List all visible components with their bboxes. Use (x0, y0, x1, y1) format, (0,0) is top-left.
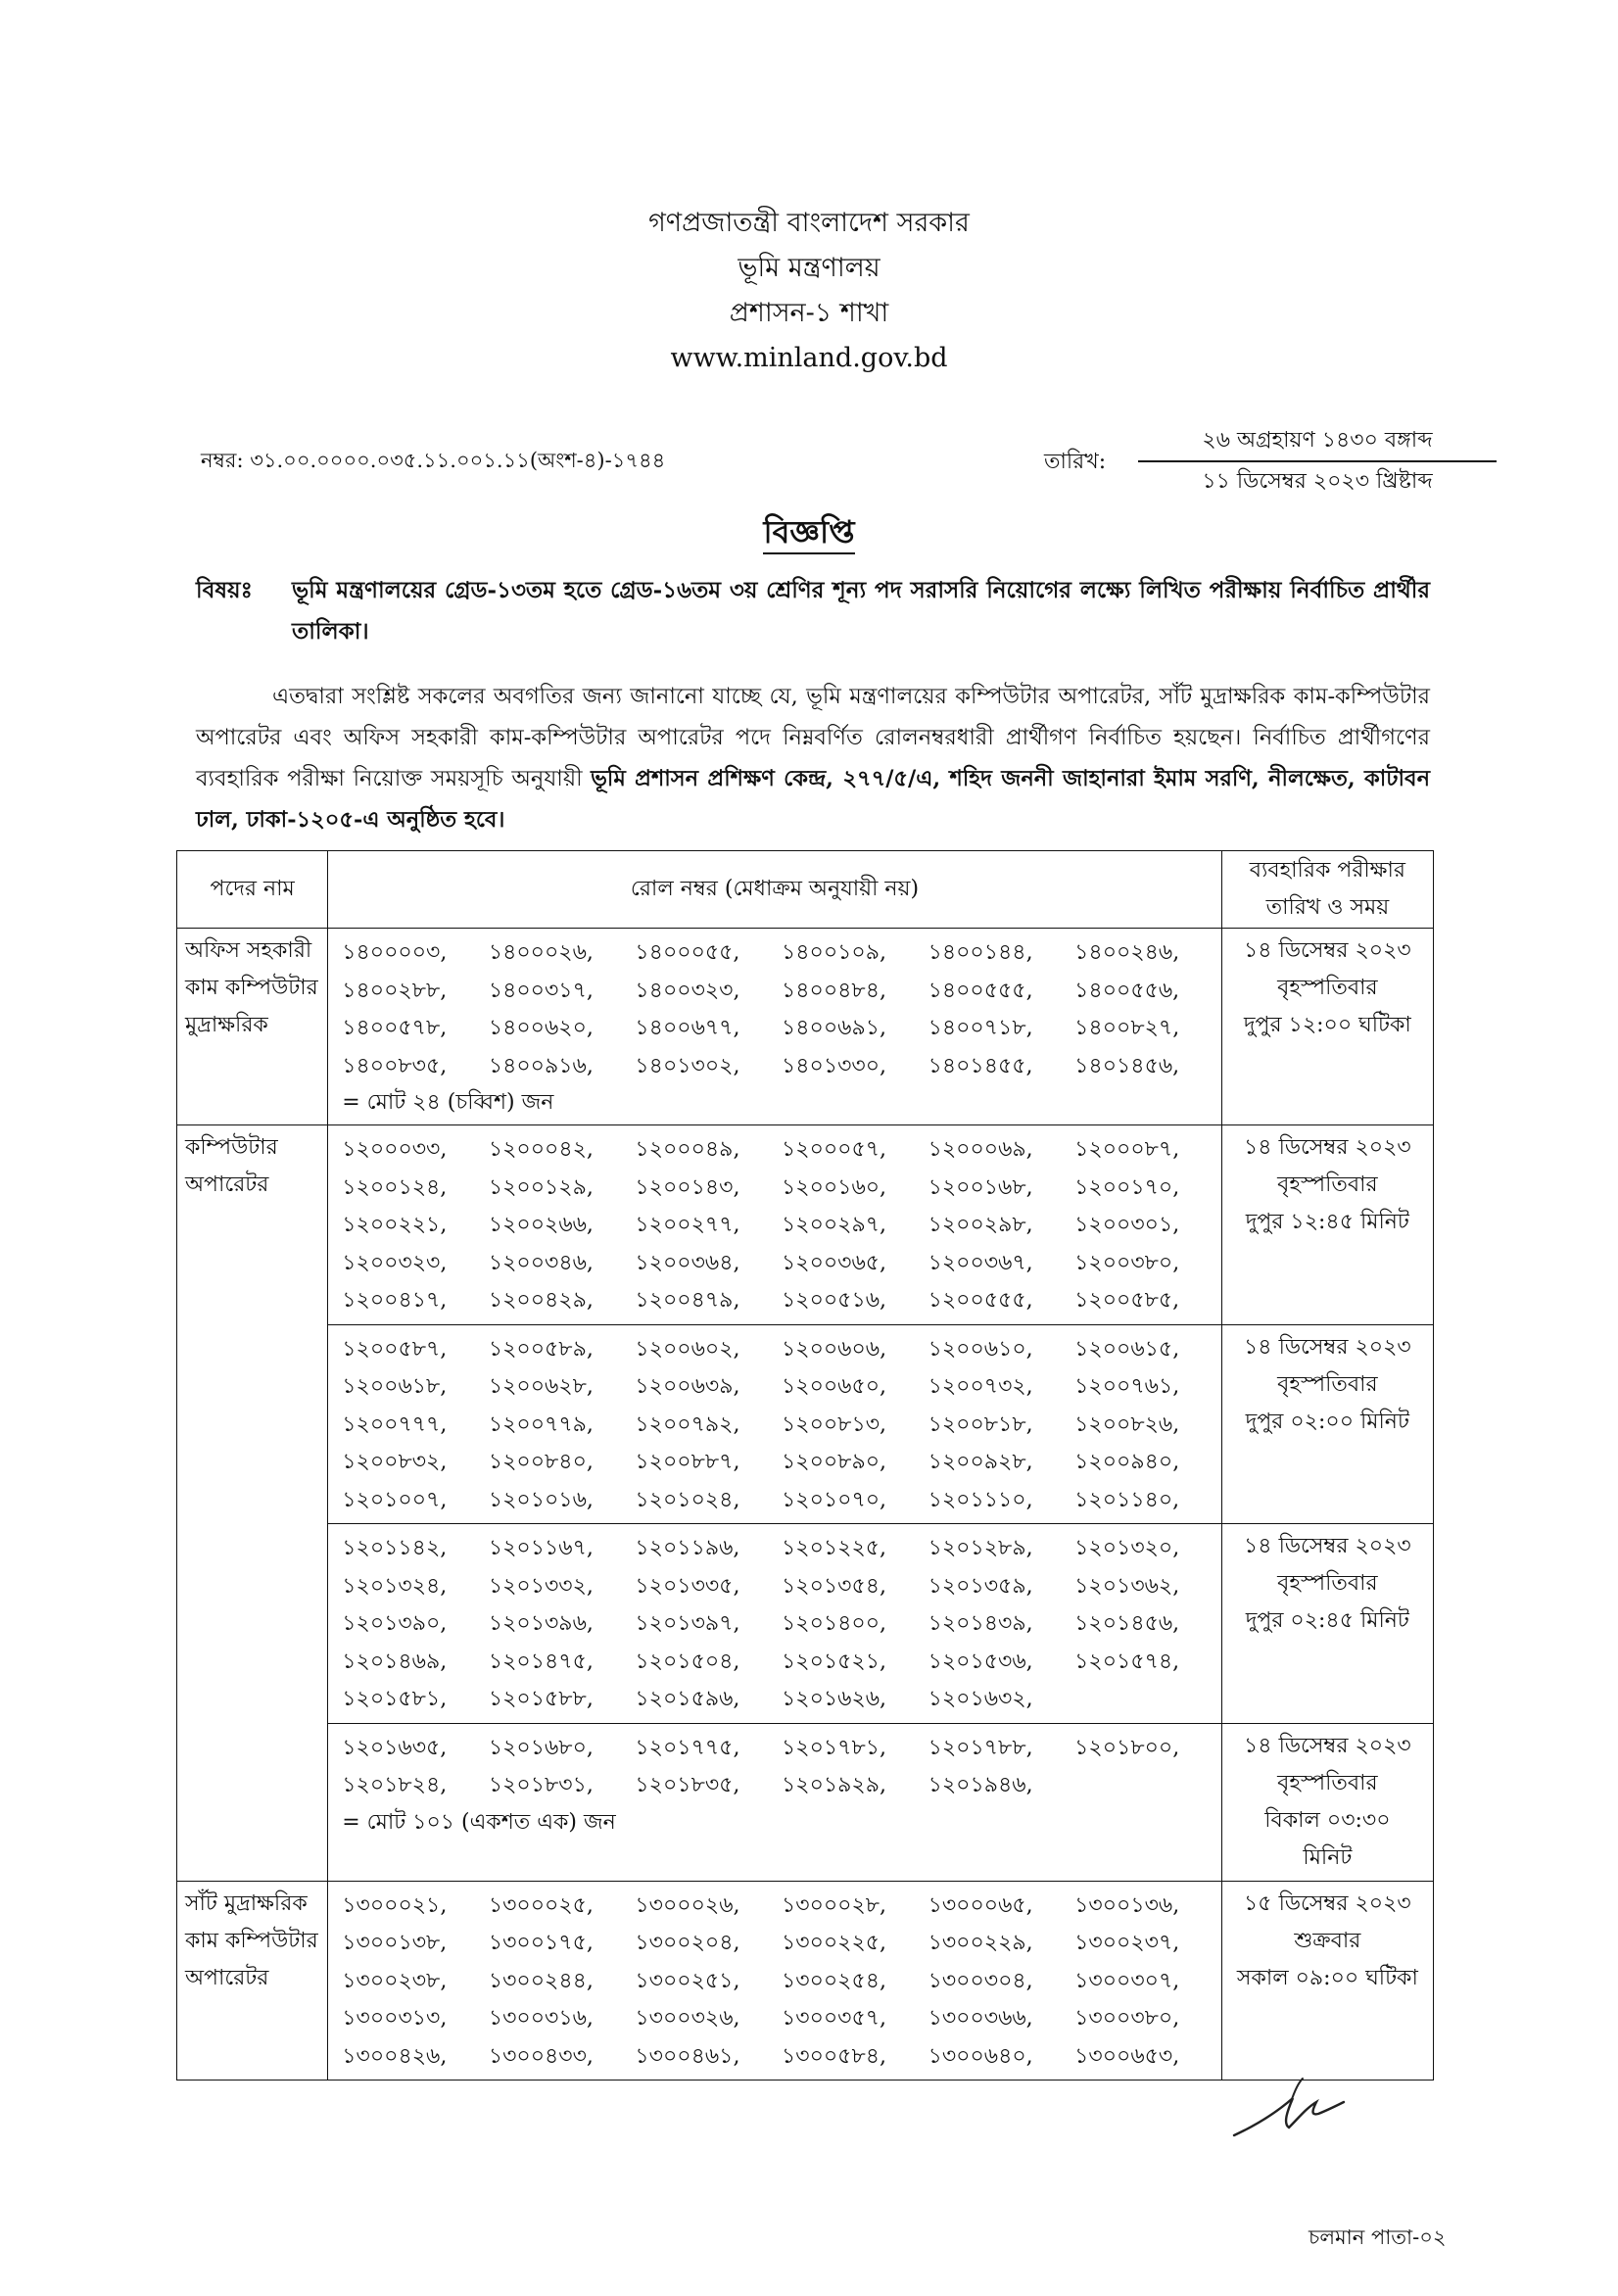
roll-number: ১২০০৩৬৫, (781, 1250, 887, 1275)
body-text-1: এতদ্বারা সংশ্লিষ্ট সকলের অবগতির জন্য জানানো যাচ্ছে যে, ভূমি মন্ত্রণালয়ের কম্পিউটার অপারেটর, সাঁট মুদ্রাক্ষরিক কাম-কম্পিউটার অপারেটর এবং অফিস সহকারী কাম-কম্পিউটার অপারেটর পদে নিম্নবর্ণিত রোলনম্বরধারী প্রার্থীগণ নির্বাচিত হয়ছেন। নির্বাচিত প্রার্থীগণের ব্যবহারিক পরীক্ষা নিয়োক্ত সময়সূচি অনুযায়ী (196, 684, 1430, 791)
roll-number: ১৩০০০২৮, (781, 1892, 887, 1918)
roll-number: ১৩০০০২৫, (488, 1892, 594, 1918)
roll-number: ১২০০১৬০, (781, 1174, 887, 1200)
roll-number: ১২০০৫৫৫, (928, 1288, 1033, 1313)
roll-number: ১৩০০৩০৭, (1074, 1968, 1180, 1993)
roll-number: ১৪০১৪৫৫, (928, 1053, 1033, 1078)
roll-grid (328, 934, 1221, 1085)
roll-number: ১২০১১৪২, (342, 1536, 448, 1560)
roll-number: ১৩০০৩০৪, (928, 1968, 1033, 1993)
schedule-line: বৃহস্পতিবার (1277, 976, 1378, 1000)
roll-number: ১২০১৬৩২, (928, 1687, 1033, 1711)
table-row (177, 1524, 1434, 1724)
post-name: সাঁট মুদ্রাক্ষরিক কাম কম্পিউটার অপারেটর (177, 1881, 328, 2081)
date-bangla: ২৬ অগ্রহায়ণ ১৪৩০ বঙ্গাব্দ (1138, 421, 1497, 462)
schedule-line: বৃহস্পতিবার (1277, 1770, 1378, 1795)
roll-number: ১২০০৭৭৯, (488, 1411, 594, 1437)
schedule-line: ১৪ ডিসেম্বর ২০২৩ (1244, 1135, 1411, 1160)
roll-number: ১২০১৭৭৫, (635, 1735, 740, 1760)
roll-number: ১২০০৮৮৭, (635, 1450, 740, 1474)
roll-number: ১২০০৩৬৭, (928, 1250, 1033, 1275)
roll-number: ১২০১৪৭৫, (488, 1649, 594, 1674)
schedule-line: বৃহস্পতিবার (1277, 1571, 1378, 1596)
roll-number: ১৩০০৬৫৩, (1074, 2043, 1180, 2069)
roll-number: ১২০১৪৩৯, (928, 1611, 1033, 1636)
government-name: গণপ্রজাতন্ত্রী বাংলাদেশ সরকার (648, 208, 970, 238)
roll-number: ১৩০০৩১৬, (488, 2006, 594, 2031)
roll-number: ১২০০৭৭৭, (342, 1411, 448, 1437)
roll-number: ১২০১৫৭৪, (1074, 1649, 1180, 1674)
total-count: = মোট ১০১ (একশত এক) জন (342, 1809, 616, 1835)
roll-number: ১২০০২৭৭, (635, 1213, 740, 1237)
roll-number: ১৩০০২২৫, (781, 1931, 887, 1955)
roll-number: ১৪০০৮৩৫, (342, 1053, 448, 1078)
notice-title-text: বিজ্ঞপ্তি (763, 513, 854, 554)
roll-number: ১২০০৪৭৯, (635, 1288, 740, 1313)
roll-number: ১২০০১২৯, (488, 1174, 594, 1200)
roll-number: ১২০০২৯৭, (781, 1213, 887, 1237)
roll-number: ১৩০০২৫৪, (781, 1968, 887, 1993)
roll-number: ১২০১৫৯৬, (635, 1687, 740, 1711)
roll-number: ১২০০৪১৭, (342, 1288, 448, 1313)
roll-number: ১২০০৯৪০, (1074, 1450, 1180, 1474)
roll-number: ১৪০১৪৫৬, (1074, 1053, 1180, 1078)
roll-number: ১৩০০৩১৩, (342, 2006, 448, 2031)
roll-number: ১৩০০৪৬১, (635, 2043, 740, 2069)
roll-grid (328, 1331, 1221, 1520)
roll-number: ১২০১২৮৯, (928, 1536, 1033, 1560)
schedule-line: ১৪ ডিসেম্বর ২০২৩ (1244, 1334, 1411, 1360)
schedule-line: ১৪ ডিসেম্বর ২০২৩ (1244, 1534, 1411, 1558)
exam-schedule (1221, 1125, 1433, 1325)
roll-number: ১৪০০৫৫৬, (1074, 978, 1180, 1003)
roll-number: ১৩০০৪৩৩, (488, 2043, 594, 2069)
roll-number: ১২০০৮১৮, (928, 1411, 1033, 1437)
roll-number: ১২০০০৬৯, (928, 1137, 1033, 1162)
schedule-line: দুপুর ০২:৪৫ মিনিট (1245, 1608, 1409, 1633)
table-row (177, 1324, 1434, 1524)
roll-number: ১২০০৭৯২, (635, 1411, 740, 1437)
total-count: = মোট ২৪ (চব্বিশ) জন (342, 1090, 554, 1115)
roll-numbers-cell (328, 1723, 1222, 1881)
schedule-line: দুপুর ১২:৪৫ মিনিট (1245, 1210, 1409, 1234)
roll-number: ১২০০৬০৬, (781, 1336, 887, 1362)
roll-number: ১৩০০০২১, (342, 1892, 448, 1918)
ministry-name: ভূমি মন্ত্রণালয় (738, 253, 880, 283)
roll-number: ১৪০০৫৭৮, (342, 1016, 448, 1040)
roll-number: ১৩০০২২৯, (928, 1931, 1033, 1955)
roll-number: ১২০০১৬৮, (928, 1174, 1033, 1200)
roll-number: ১২০১৫৮১, (342, 1687, 448, 1711)
roll-number: ১২০০৮১৩, (781, 1411, 887, 1437)
roll-number: ১৪০০৩২৩, (635, 978, 740, 1003)
subject (196, 570, 1430, 652)
roll-number: ১৩০০১৩৮, (342, 1931, 448, 1955)
roll-number: ১৩০০১৭৫, (488, 1931, 594, 1955)
roll-number: ১২০১৪৫৬, (1074, 1611, 1180, 1636)
header-time: ব্যবহারিক পরীক্ষার তারিখ ও সময় (1221, 851, 1433, 929)
roll-number: ১২০১০২৪, (635, 1487, 740, 1512)
roll-number: ১২০০৩৪৬, (488, 1250, 594, 1275)
roll-number: ১২০১৪০০, (781, 1611, 887, 1636)
roll-number: ১২০১৮৩১, (488, 1773, 594, 1797)
roll-numbers-cell (328, 1324, 1222, 1524)
header-post: পদের নাম (177, 851, 328, 929)
exam-schedule (1221, 1723, 1433, 1881)
roll-number: ১২০০৩০১, (1074, 1213, 1180, 1237)
roll-number: ১২০১৫০৪, (635, 1649, 740, 1674)
roll-number: ১২০০০৮৭, (1074, 1137, 1180, 1162)
table-header-row (177, 851, 1434, 929)
schedule-line: বিকাল ০৩:৩০ (1264, 1807, 1391, 1833)
roll-number: ১২০১৩২৪, (342, 1573, 448, 1599)
exam-schedule (1221, 1881, 1433, 2081)
roll-number: ১৩০০০২৬, (635, 1892, 740, 1918)
signature-mark (1230, 2073, 1348, 2151)
table-row (177, 1125, 1434, 1325)
roll-number: ১৩০০৩২৬, (635, 2006, 740, 2031)
table-row (177, 1881, 1434, 2081)
roll-number: ১২০০৮২৬, (1074, 1411, 1180, 1437)
roll-number: ১২০০৫৮৯, (488, 1336, 594, 1362)
roll-number: ১২০০২৬৬, (488, 1213, 594, 1237)
venue-text: ভূমি প্রশাসন প্রশিক্ষণ কেন্দ্র, ২৭৭/৫/এ, শহিদ জননী জাহানারা ইমাম সরণি, নীলক্ষেত, কাটাবন ঢাল, ঢাকা-১২০৫ (196, 766, 1431, 833)
roll-number: ১২০১৩৩৫, (635, 1573, 740, 1599)
roll-number: ১২০১৮৩৫, (635, 1773, 740, 1797)
roll-number: ১২০০০৪২, (488, 1137, 594, 1162)
roll-number: ১৪০০১০৯, (781, 940, 886, 965)
roll-number: ১৩০০২০৪, (635, 1931, 740, 1955)
branch-name: প্রশাসন-১ শাখা (729, 298, 889, 328)
letterhead (0, 201, 1618, 381)
date-english: ১১ ডিসেম্বর ২০২৩ খ্রিষ্টাব্দ (1202, 469, 1433, 494)
roll-number: ১২০১২২৫, (781, 1536, 887, 1560)
roll-number: ১২০০০৪৯, (635, 1137, 740, 1162)
roll-numbers-cell (328, 929, 1222, 1125)
schedule-line: ১৪ ডিসেম্বর ২০২৩ (1244, 1733, 1411, 1758)
roll-number: ১৪০০৫৫৫, (928, 978, 1033, 1003)
schedule-line: বৃহস্পতিবার (1277, 1172, 1378, 1197)
roll-number: ১২০১৩৩২, (488, 1573, 594, 1599)
roll-number: ১২০০৩৮০, (1074, 1250, 1180, 1275)
roll-number: ১২০০১৭০, (1074, 1174, 1180, 1200)
roll-number: ১২০০৩৬৪, (635, 1250, 740, 1275)
schedule-line: সকাল ০৯:০০ ঘটিকা (1236, 1965, 1418, 1990)
roll-number: ১২০১১৬৭, (488, 1536, 594, 1560)
roll-number: ১২০০০৩৩, (342, 1137, 448, 1162)
roll-number: ১২০০৯২৮, (928, 1450, 1033, 1474)
body-text-2: -এ অনুষ্ঠিত হবে। (354, 807, 505, 833)
roll-number: ১২০১৯৪৬, (928, 1773, 1033, 1797)
roll-number: ১২০০৬১০, (928, 1336, 1033, 1362)
roll-number: ১৩০০৪২৬, (342, 2043, 448, 2069)
subject-text: ভূমি মন্ত্রণালয়ের গ্রেড-১৩তম হতে গ্রেড-১৬তম ৩য় শ্রেণির শূন্য পদ সরাসরি নিয়োগের লক্ষ্যে লিখিত পরীক্ষায় নির্বাচিত প্রার্থীর তালিকা। (292, 577, 1431, 645)
roll-number: ১২০১১৯৬, (635, 1536, 740, 1560)
roll-number: ১৩০০২৩৭, (1074, 1931, 1180, 1955)
roll-number: ১৪০০৬২০, (488, 1016, 594, 1040)
roll-number: ১৪০০০৫৫, (635, 940, 740, 965)
roll-number: ১৪০০৩১৭, (488, 978, 594, 1003)
roll-number: ১২০১৬২৬, (781, 1687, 887, 1711)
date-lines (1138, 421, 1497, 502)
table-body (177, 929, 1434, 2081)
roll-number: ১২০০৬১৫, (1074, 1336, 1180, 1362)
roll-number: ১২০১০০৭, (342, 1487, 448, 1512)
schedule-line: শুক্রবার (1294, 1928, 1361, 1953)
roll-number: ১২০০১৪৩, (635, 1174, 740, 1200)
roll-number: ১২০০২২১, (342, 1213, 448, 1237)
roll-number: ১২০০৭৩২, (928, 1374, 1033, 1399)
roll-number: ১৪০০০০৩, (342, 940, 448, 965)
continued-page-note: চলমান পাতা-০২ (1309, 2225, 1447, 2249)
roll-number: ১২০১১৪০, (1074, 1487, 1180, 1512)
exam-schedule (1221, 1524, 1433, 1724)
roll-number: ১২০১৩৬২, (1074, 1573, 1180, 1599)
roll-number: ১৩০০০৬৫, (928, 1892, 1033, 1918)
roll-number: ১২০০৫৮৭, (342, 1336, 448, 1362)
roll-number: ১২০০৩২৩, (342, 1250, 448, 1275)
roll-number: ১২০০৫৮৫, (1074, 1288, 1180, 1313)
roll-number: ১৪০০৬৭৭, (635, 1016, 740, 1040)
roll-number: ১২০১০১৬, (488, 1487, 594, 1512)
roll-number: ১৪০০৬৯১, (781, 1016, 886, 1040)
memo-number: নম্বর: ৩১.০০.০০০০.০৩৫.১১.০০১.১১(অংশ-৪)-১৭৪৪ (201, 449, 666, 472)
body-paragraph (196, 676, 1430, 840)
roll-number: ১৩০০৩৫৭, (781, 2006, 887, 2031)
schedule-line: বৃহস্পতিবার (1277, 1371, 1378, 1397)
roll-number: ১২০০৬৩৯, (635, 1374, 740, 1399)
roll-number: ১২০০৪২৯, (488, 1288, 594, 1313)
roll-number: ১২০১৩৫৯, (928, 1573, 1033, 1599)
schedule-line: দুপুর ০২:০০ মিনিট (1245, 1409, 1409, 1434)
roll-number: ১২০১৩৯৭, (635, 1611, 740, 1636)
schedule-line: ১৪ ডিসেম্বর ২০২৩ (1244, 938, 1411, 963)
schedule-line: দুপুর ১২:০০ ঘটিকা (1243, 1013, 1411, 1037)
roll-number: ১৩০০২৫১, (635, 1968, 740, 1993)
roll-number: ১২০০৮৯০, (781, 1450, 887, 1474)
roll-number: ১৪০১৩৩০, (781, 1053, 887, 1078)
roll-grid (328, 1131, 1221, 1320)
roll-number: ১৪০০৭১৮, (928, 1016, 1033, 1040)
roll-grid (328, 1888, 1221, 2077)
roll-number: ১২০১৮২৪, (342, 1773, 448, 1797)
schedule-line: ১৫ ডিসেম্বর ২০২৩ (1244, 1890, 1411, 1916)
subject-label: বিষয়ঃ (196, 577, 253, 603)
roll-number: ১৪০১৩০২, (635, 1053, 740, 1078)
roll-grid (328, 1730, 1221, 1805)
roll-number: ১২০১৯২৯, (781, 1773, 886, 1797)
schedule-line: মিনিট (1303, 1844, 1353, 1870)
roll-number: ১২০০৬০২, (635, 1336, 740, 1362)
website-link[interactable]: www.minland.gov.bd (670, 343, 948, 373)
roll-numbers-cell (328, 1881, 1222, 2081)
roll-number: ১২০০৬১৮, (342, 1374, 448, 1399)
exam-schedule (1221, 929, 1433, 1125)
roll-number: ১৪০০১৪৪, (928, 940, 1033, 965)
roll-number: ১২০১৩৯০, (342, 1611, 448, 1636)
signature (1230, 2073, 1348, 2155)
roll-number: ১২০১৩২০, (1074, 1536, 1180, 1560)
roll-number: ১৪০০২৮৮, (342, 978, 448, 1003)
roll-number: ১২০০৬৫০, (781, 1374, 887, 1399)
roll-number: ১২০০৮৪০, (488, 1450, 594, 1474)
roll-number: ১২০১৩৯৬, (488, 1611, 594, 1636)
roll-number: ১২০১৬৩৫, (342, 1735, 448, 1760)
roll-table (176, 850, 1434, 2081)
roll-number: ১৪০০৯১৬, (488, 1053, 594, 1078)
roll-number: ১২০১৬৮০, (488, 1735, 594, 1760)
notice-title (0, 507, 1618, 560)
roll-number: ১২০১৩৫৪, (781, 1573, 886, 1599)
roll-number: ১৪০০০২৬, (488, 940, 594, 965)
roll-number: ১২০১৪৬৯, (342, 1649, 448, 1674)
roll-number: ১২০১০৭০, (781, 1487, 887, 1512)
roll-number: ১২০০১২৪, (342, 1174, 448, 1200)
roll-number: ১২০০০৫৭, (781, 1137, 887, 1162)
table-row (177, 929, 1434, 1125)
header-rolls: রোল নম্বর (মেধাক্রম অনুযায়ী নয়) (328, 851, 1222, 929)
date-label: তারিখ: (1044, 450, 1107, 474)
roll-number: ১৩০০২৩৮, (342, 1968, 448, 1993)
roll-number: ১৩০০৩৬৬, (928, 2006, 1033, 2031)
roll-number: ১৩০০২৪৪, (488, 1968, 594, 1993)
table-row (177, 1723, 1434, 1881)
post-name: কম্পিউটার অপারেটর (177, 1125, 328, 1882)
roll-number: ১৩০০৩৮০, (1074, 2006, 1180, 2031)
roll-number: ১২০১৭৮৮, (928, 1735, 1033, 1760)
roll-number: ১২০১৫২১, (781, 1649, 886, 1674)
roll-number: ১৪০০৪৮৪, (781, 978, 886, 1003)
roll-number: ১২০১৭৮১, (781, 1735, 886, 1760)
post-name: অফিস সহকারী কাম কম্পিউটার মুদ্রাক্ষরিক (177, 929, 328, 1125)
roll-number: ১৪০০৮২৭, (1074, 1016, 1180, 1040)
exam-schedule (1221, 1324, 1433, 1524)
roll-number: ১২০১৫৮৮, (488, 1687, 594, 1711)
roll-numbers-cell (328, 1125, 1222, 1325)
roll-number: ১২০০৭৬১, (1074, 1374, 1180, 1399)
roll-number: ১২০১৮০০, (1074, 1735, 1180, 1760)
roll-number: ১৩০০৫৮৪, (781, 2043, 886, 2069)
roll-number: ১২০০৬২৮, (488, 1374, 594, 1399)
roll-number: ১২০০৮৩২, (342, 1450, 448, 1474)
roll-grid (328, 1530, 1221, 1719)
roll-number: ১৪০০২৪৬, (1074, 940, 1180, 965)
roll-number: ১৩০০৬৪০, (928, 2043, 1033, 2069)
roll-number: ১২০০২৯৮, (928, 1213, 1033, 1237)
roll-number: ১২০১৫৩৬, (928, 1649, 1033, 1674)
roll-number: ১২০১১১০, (928, 1487, 1033, 1512)
roll-number: ১২০০৫১৬, (781, 1288, 887, 1313)
roll-number: ১৩০০১৩৬, (1074, 1892, 1180, 1918)
roll-numbers-cell (328, 1524, 1222, 1724)
